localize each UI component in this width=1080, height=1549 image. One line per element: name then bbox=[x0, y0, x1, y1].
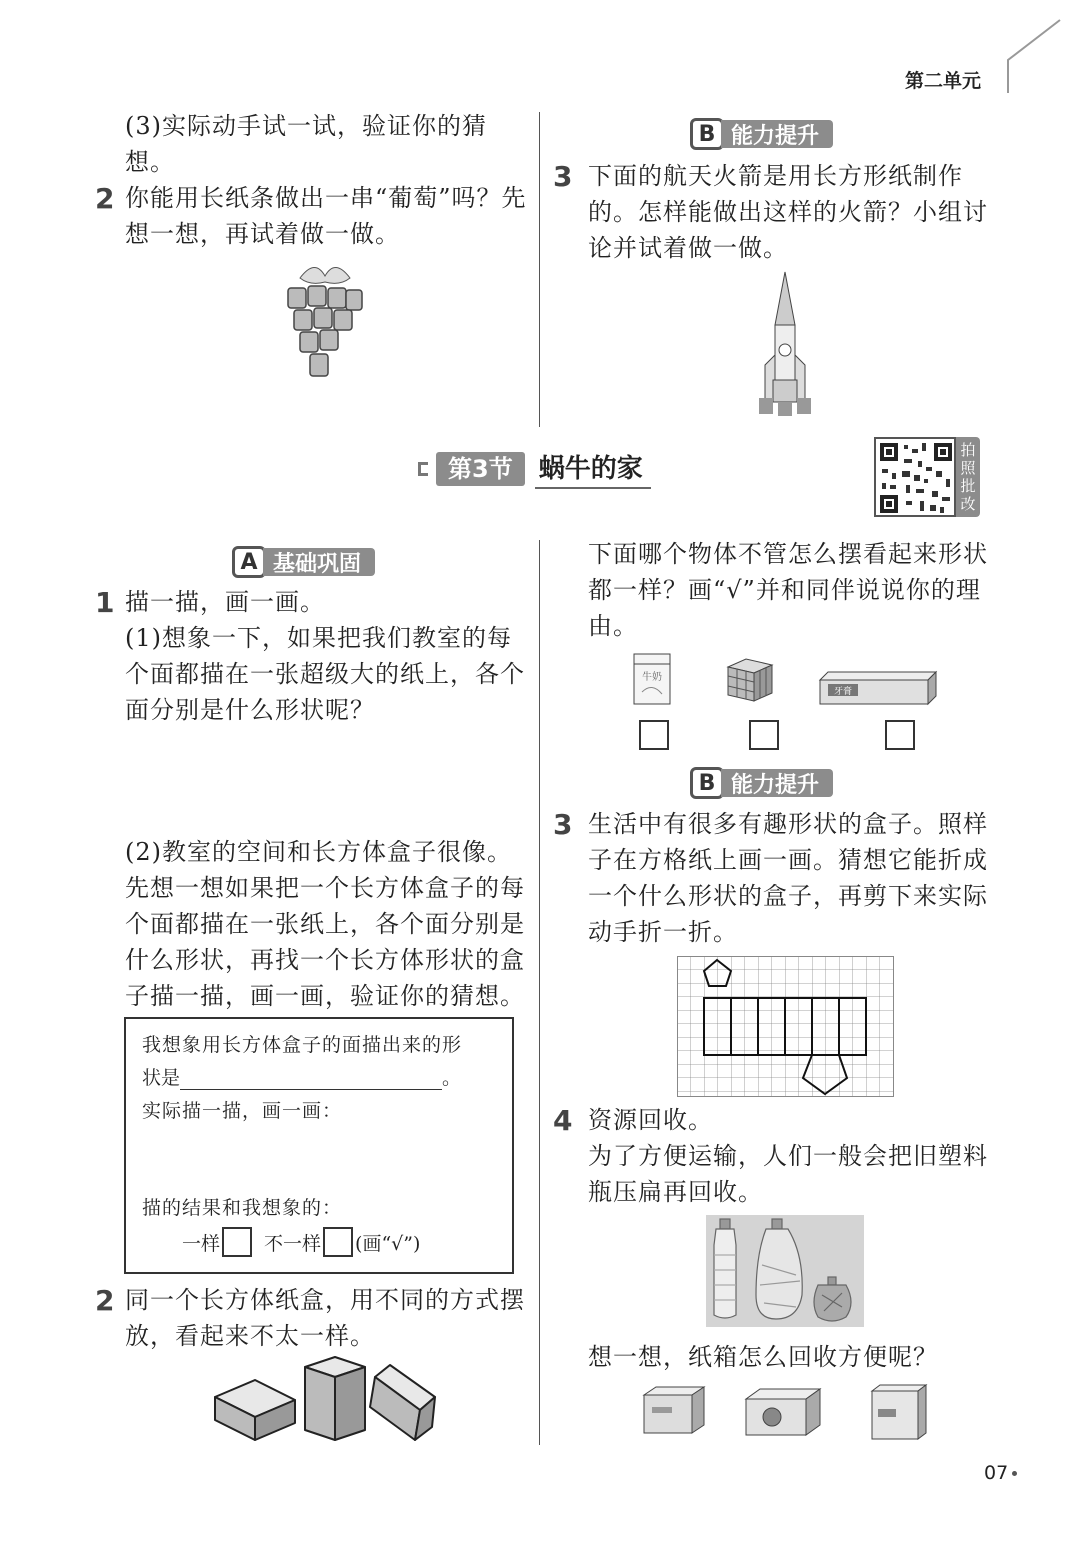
paper-grape-image bbox=[280, 258, 370, 383]
badge-letter: B bbox=[690, 118, 724, 150]
question-4-followup: 想一想，纸箱怎么回收方便呢？ bbox=[588, 1343, 938, 1371]
qr-label-char: 改 bbox=[960, 495, 976, 513]
question-2-number: 2 bbox=[95, 182, 115, 215]
corner-decoration bbox=[1000, 15, 1070, 95]
shape-answer-blank[interactable] bbox=[180, 1068, 442, 1090]
cardboard-box-1-image bbox=[640, 1385, 708, 1437]
qr-label bbox=[956, 437, 980, 517]
toothpaste-box-checkbox[interactable] bbox=[885, 720, 915, 750]
answer-line-2 bbox=[142, 1063, 461, 1090]
page-number-value: 07 bbox=[984, 1462, 1009, 1484]
boxes-orientation-image bbox=[210, 1355, 445, 1445]
page-number bbox=[984, 1462, 1017, 1484]
question-1-3: (3)实际动手试一试，验证你的猜想。 bbox=[125, 112, 487, 176]
cardboard-box-2-image bbox=[742, 1387, 824, 1439]
question-4-text: 为了方便运输，人们一般会把旧塑料瓶压扁再回收。 bbox=[588, 1142, 988, 1206]
same-label: 一样 bbox=[182, 1232, 221, 1255]
question-1-2: (2)教室的空间和长方体盒子很像。先想一想如果把一个长方体盒子的每个面都描在一张纸上，各个面分别是什么形状，再找一个长方体形状的盒子描一描，画一画，验证你的猜想。 bbox=[125, 838, 525, 1010]
section-tag: 第3节 bbox=[436, 452, 525, 486]
question-1-title: 描一描，画一画。 bbox=[125, 588, 325, 616]
same-checkbox[interactable] bbox=[222, 1227, 252, 1257]
badge-letter: A bbox=[232, 546, 266, 578]
question-3b-text: 生活中有很多有趣形状的盒子。照样子在方格纸上画一画。猜想它能折成一个什么形状的盒子，再剪下来实际动手折一折。 bbox=[588, 810, 988, 946]
answer-line-4: 描的结果和我想象的： bbox=[142, 1197, 343, 1219]
question-2-text: 你能用长纸条做出一串“葡萄”吗？先想一想，再试着做一做。 bbox=[125, 184, 527, 248]
question-2b-number: 2 bbox=[95, 1284, 115, 1317]
question-4-title: 资源回收。 bbox=[588, 1106, 713, 1134]
question-2b-text: 同一个长方体纸盒，用不同的方式摆放，看起来不太一样。 bbox=[125, 1286, 525, 1350]
answer-line-2-prefix: 状是 bbox=[142, 1067, 181, 1089]
section-dash-icon bbox=[418, 462, 428, 476]
badge-label: 能力提升 bbox=[721, 769, 833, 797]
badge-letter: B bbox=[690, 767, 724, 799]
qr-label-char: 拍 bbox=[960, 441, 976, 459]
qr-code[interactable] bbox=[874, 437, 982, 517]
answer-choices bbox=[182, 1227, 420, 1257]
badge-label: 基础巩固 bbox=[263, 548, 375, 576]
cardboard-box-3-image bbox=[868, 1383, 930, 1443]
column-divider-bottom bbox=[539, 540, 540, 1445]
grid-paper-net[interactable] bbox=[677, 956, 895, 1098]
question-3-number: 3 bbox=[553, 160, 573, 193]
answer-line-1: 我想象用长方体盒子的面描出来的形 bbox=[142, 1034, 463, 1056]
qr-code-icon bbox=[874, 437, 956, 517]
basic-badge bbox=[232, 546, 375, 578]
qr-label-char: 照 bbox=[960, 459, 976, 477]
toothpaste-box-image bbox=[818, 668, 938, 708]
crushed-bottles-photo bbox=[706, 1215, 864, 1327]
question-1-1: (1)想象一下，如果把我们教室的每个面都描在一张超级大的纸上，各个面分别是什么形状呢？ bbox=[125, 624, 525, 724]
paper-rocket-image bbox=[755, 270, 815, 418]
section-header bbox=[418, 448, 651, 489]
answer-line-3: 实际描一描，画一画： bbox=[142, 1100, 343, 1122]
check-hint: (画“√”) bbox=[355, 1232, 421, 1255]
different-label: 不一样 bbox=[264, 1232, 322, 1255]
unit-title: 第二单元 bbox=[905, 70, 982, 92]
ability-badge-top bbox=[690, 118, 833, 150]
column-divider-top bbox=[539, 112, 540, 427]
section-title: 蜗牛的家 bbox=[535, 448, 651, 489]
question-4-number: 4 bbox=[553, 1104, 573, 1137]
rubiks-cube-image bbox=[724, 655, 776, 703]
answer-line-2-suffix: 。 bbox=[442, 1067, 462, 1089]
badge-label: 能力提升 bbox=[721, 120, 833, 148]
rubiks-cube-checkbox[interactable] bbox=[749, 720, 779, 750]
page-dot-icon bbox=[1012, 1471, 1017, 1476]
question-2-continued: 下面哪个物体不管怎么摆看起来形状都一样？画“√”并和同伴说说你的理由。 bbox=[588, 540, 988, 640]
milk-carton-label: 牛奶 bbox=[642, 672, 662, 683]
qr-label-char: 批 bbox=[960, 477, 976, 495]
toothpaste-box-label: 牙膏 bbox=[833, 687, 853, 697]
ability-badge-bottom bbox=[690, 767, 833, 799]
question-3b-number: 3 bbox=[553, 808, 573, 841]
milk-carton-image bbox=[632, 652, 674, 708]
different-checkbox[interactable] bbox=[323, 1227, 353, 1257]
milk-carton-checkbox[interactable] bbox=[639, 720, 669, 750]
question-3-text: 下面的航天火箭是用长方形纸制作的。怎样能做出这样的火箭？小组讨论并试着做一做。 bbox=[588, 162, 988, 262]
question-1-number: 1 bbox=[95, 586, 115, 619]
